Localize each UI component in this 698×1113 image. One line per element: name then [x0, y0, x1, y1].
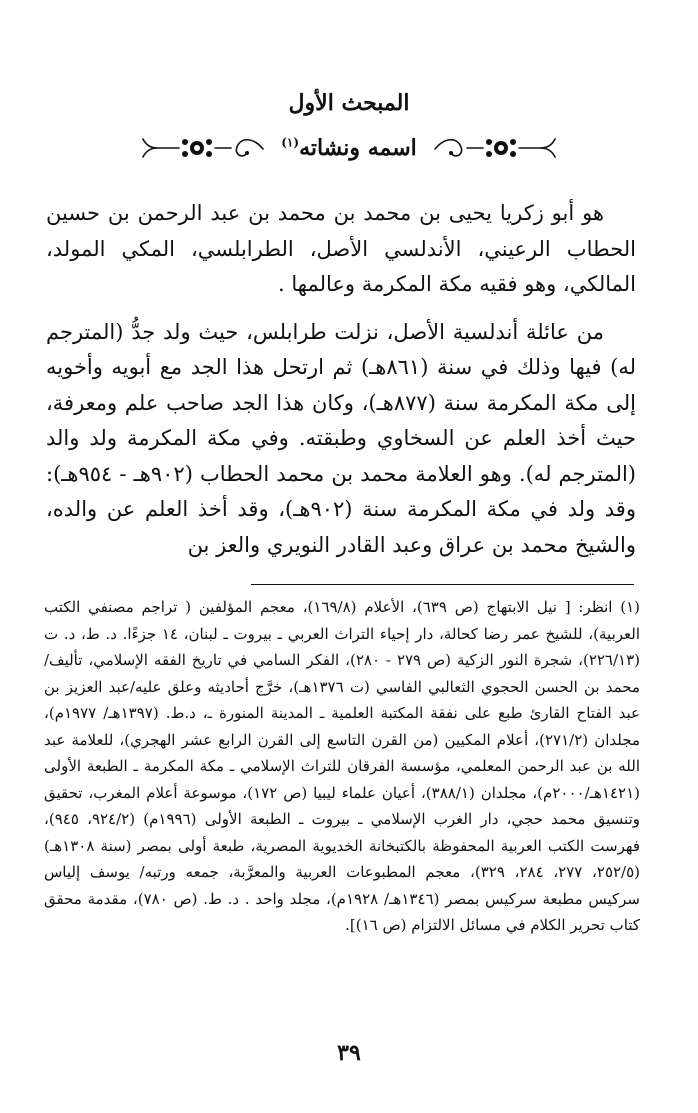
section-heading — [0, 128, 698, 168]
footnote-divider — [251, 584, 634, 585]
paragraph-origin: من عائلة أندلسية الأصل، نزلت طرابلس، حيث ولد جدُّ (المترجم له) فيها وذلك في سنة (٨٦١هـ) ثم ارتحل هذا الجد مع أبويه وأخويه إلى مكة المكرمة سنة (٨٧٧هـ)، وكان هذا الجد صاحب علم ومعرفة، حيث أخذ العلم عن السخاوي وطبقته. وفي مكة المكرمة ولد والد (المترجم له). وهو العلامة محمد بن محمد الحطاب (٩٠٢هـ - ٩٥٤هـ): وقد ولد في مكة المكرمة سنة (٩٠٢هـ)، وقد أخذ العلم عن والده، والشيخ محمد بن عراق وعبد القادر النويري والعز بن — [46, 319, 636, 557]
chapter-title: المبحث الأول — [288, 90, 410, 116]
page-number: ٣٩ — [337, 1040, 361, 1066]
footnotes — [44, 594, 640, 939]
section-title — [281, 135, 417, 161]
left-floral-ornament-icon — [431, 133, 559, 163]
main-text — [46, 196, 636, 563]
right-floral-ornament-icon — [139, 133, 267, 163]
section-title-text: اسمه ونشاته — [299, 135, 417, 161]
footnote-reference[interactable]: (١) — [281, 135, 300, 150]
footnote-1: (١) انظر: [ نيل الابتهاج (ص ٦٣٩)، الأعلام (١٦٩/٨)، معجم المؤلفين ( تراجم مصنفي الكتب العربية)، للشيخ عمر رضا كحالة، دار إحياء التراث العربي ـ بيروت ـ لبنان، ١٤ جزءًا. د. ط، د. ت (٢٢٦/١٣)، شجرة النور الزكية (ص ٢٧٩ - ٢٨٠)، الفكر السامي في تاريخ الفقه الإسلامي، تأليف/ محمد بن الحسن الحجوي الثعالبي الفاسي (ت ١٣٧٦هـ)، خرَّج أحاديثه وعلق عليه/عبد العزيز بن عبد الفتاح القارئ طبع على نفقة المكتبة العلمية ـ المدينة المنورة ـ، د.ط. (١٣٩٧هـ/ ١٩٧٧م)، مجلدان (٢٧١/٢)، أعلام المكيين (من القرن التاسع إلى القرن الرابع عشر الهجري)، للعلامة عبد الله بن عبد الرحمن المعلمي، مؤسسة الفرقان للتراث الإسلامي ـ مكة المكرمة ـ الطبعة الأولى (١٤٢١هـ/٢٠٠٠م)، مجلدان (٣٨٨/١)، أعيان علماء ليبيا (ص ١٧٢)، موسوعة أعلام المغرب، تحقيق وتنسيق محمد حجي، دار الغرب الإسلامي ـ بيروت ـ الطبعة الأولى (١٩٩٦م) (٩٢٤/٢، ٩٤٥)، فهرست الكتب العربية المحفوظة بالكتبخانة الخديوية المصرية، طبعة أولى بمصر (سنة ١٣٠٨هـ) (٢٥٢/٥، ٢٧٧، ٢٨٤، ٣٢٩)، معجم المطبوعات العربية والمعرَّبة، جمعه ورتبه/ يوسف إلياس سركيس مطبعة سركيس بمصر (١٣٤٦هـ/ ١٩٢٨م)، مجلد واحد . د. ط. (ص ٧٨٠)، مقدمة محقق كتاب تحرير الكلام في مسائل الالتزام (ص ١٦)]. — [44, 598, 641, 934]
paragraph-name: هو أبو زكريا يحيى بن محمد بن محمد بن عبد الرحمن بن حسين الحطاب الرعيني، الأندلسي الأصل، الطرابلسي، المكي المولد، المالكي، وهو فقيه مكة المكرمة وعالمها . — [46, 201, 636, 296]
